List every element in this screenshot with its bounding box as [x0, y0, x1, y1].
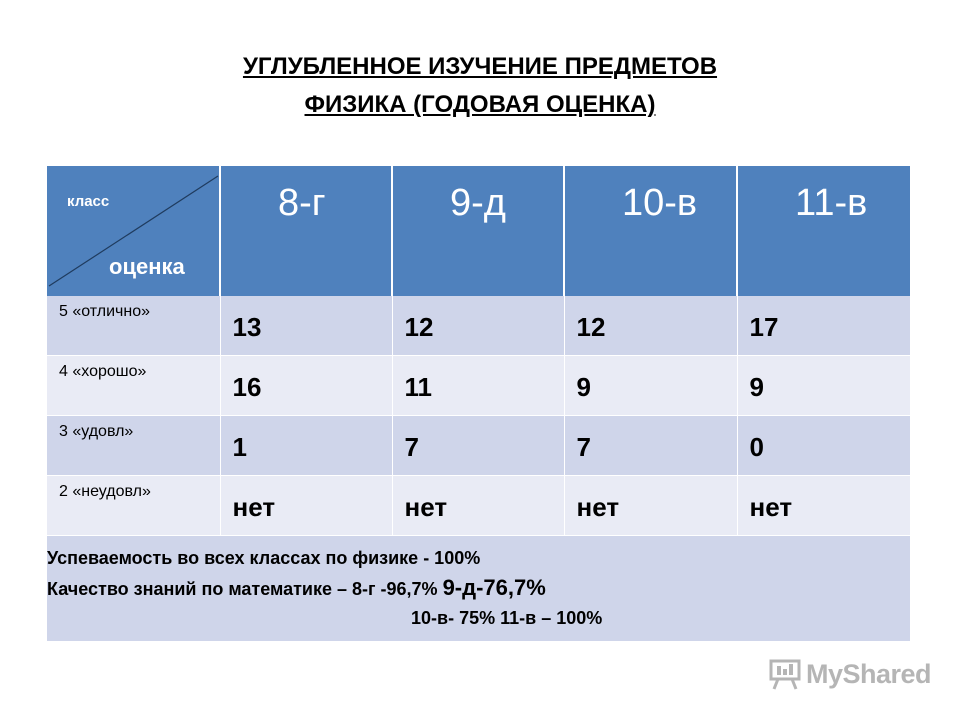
- class-header: 11-в: [737, 166, 910, 296]
- table-row: [47, 476, 910, 536]
- grade-label: 5 «отлично»: [47, 296, 220, 356]
- count-cell: 12: [392, 296, 564, 356]
- slide-title: [0, 48, 960, 124]
- corner-grade-label: оценка: [109, 254, 185, 279]
- grade-label: 3 «удовл»: [47, 416, 220, 476]
- summary-quality-line: [47, 573, 910, 604]
- count-cell: 17: [737, 296, 910, 356]
- table-row: [47, 296, 910, 356]
- table-row: [47, 356, 910, 416]
- summary-quality-continued: 10-в- 75% 11-в – 100%: [411, 608, 603, 628]
- summary-quality-9d: 9-д-76,7%: [442, 575, 546, 600]
- presentation-board-icon: [768, 657, 802, 691]
- count-cell: 11: [392, 356, 564, 416]
- count-cell: нет: [737, 476, 910, 536]
- count-cell: 12: [564, 296, 737, 356]
- count-cell: 7: [564, 416, 737, 476]
- class-header: 9-д: [392, 166, 564, 296]
- count-cell: 1: [220, 416, 392, 476]
- count-cell: 7: [392, 416, 564, 476]
- count-cell: 9: [737, 356, 910, 416]
- summary-progress-line: Успеваемость во всех классах по физике - 100%: [47, 548, 481, 568]
- table-row: [47, 416, 910, 476]
- grades-table: [47, 166, 910, 641]
- count-cell: нет: [564, 476, 737, 536]
- watermark-logo: [768, 654, 931, 694]
- summary-row: [47, 536, 910, 642]
- grade-label: 2 «неудовл»: [47, 476, 220, 536]
- count-cell: 13: [220, 296, 392, 356]
- watermark-brand: MyShared: [806, 658, 932, 689]
- grade-label: 4 «хорошо»: [47, 356, 220, 416]
- count-cell: 9: [564, 356, 737, 416]
- class-header: 8-г: [220, 166, 392, 296]
- corner-class-label: класс: [67, 193, 110, 210]
- title-line-1: УГЛУБЛЕННОЕ ИЗУЧЕНИЕ ПРЕДМЕТОВ: [242, 53, 718, 80]
- summary-cell: [47, 536, 910, 642]
- corner-cell: [47, 166, 220, 296]
- count-cell: 16: [220, 356, 392, 416]
- summary-quality-text: Качество знаний по математике – 8-г -96,7%: [47, 579, 443, 599]
- class-header: 10-в: [564, 166, 737, 296]
- header-row: [47, 166, 910, 296]
- title-line-2: ФИЗИКА (ГОДОВАЯ ОЦЕНКА): [304, 91, 656, 118]
- count-cell: нет: [220, 476, 392, 536]
- count-cell: 0: [737, 416, 910, 476]
- count-cell: нет: [392, 476, 564, 536]
